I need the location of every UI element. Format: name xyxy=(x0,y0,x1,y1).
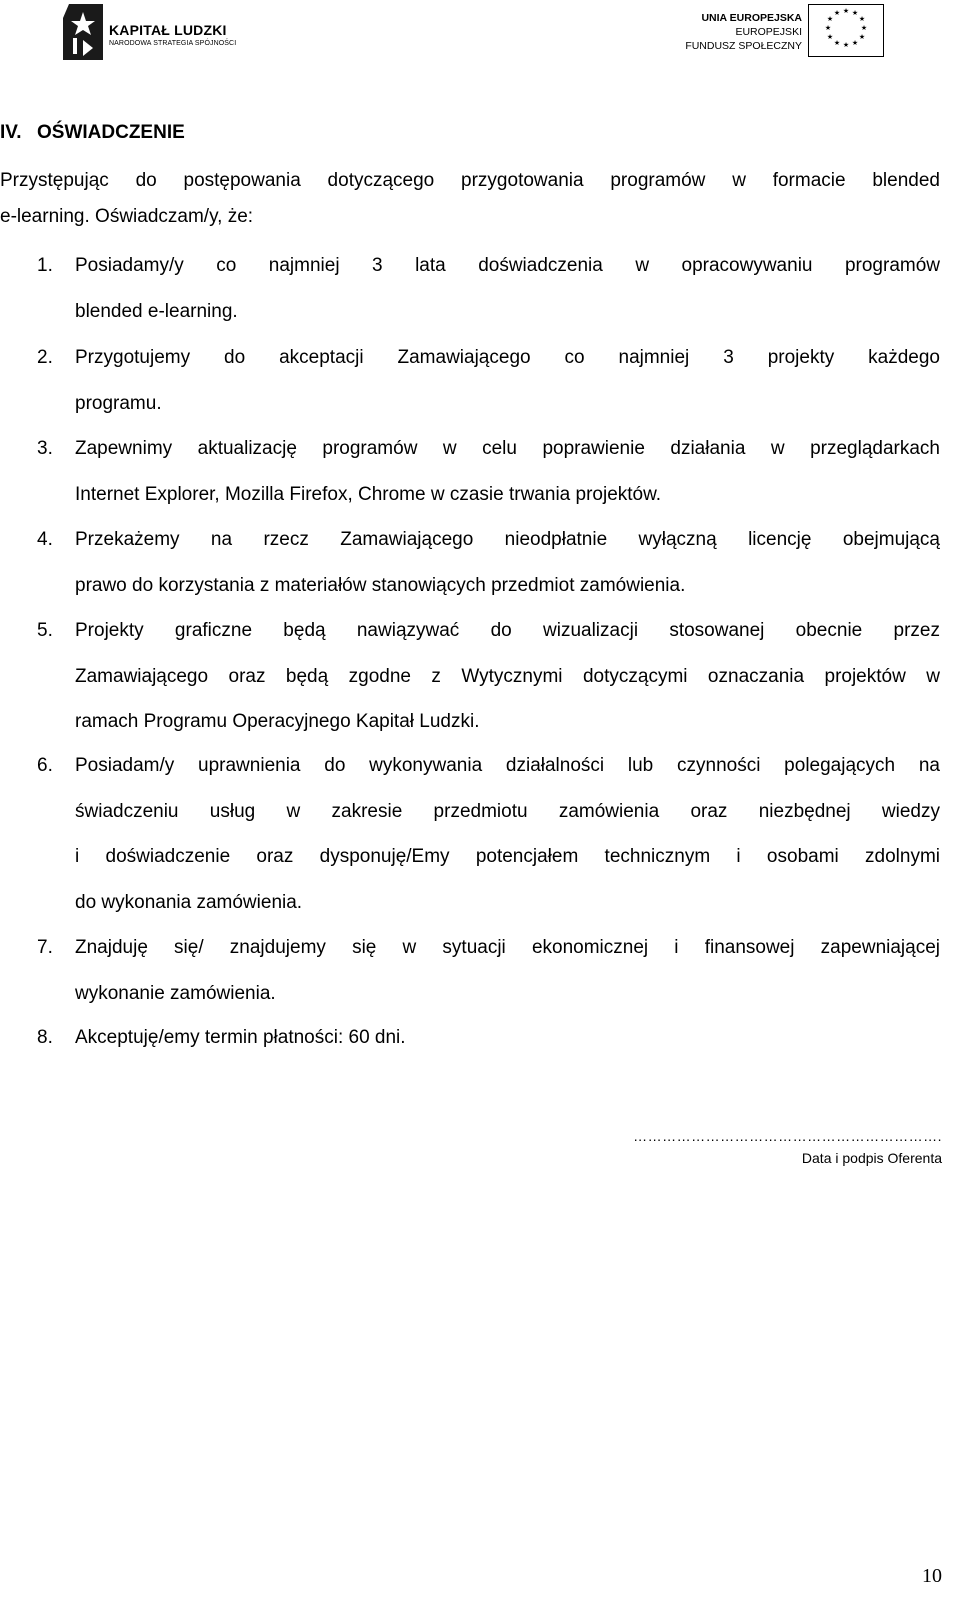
section-number: IV. xyxy=(0,122,22,143)
svg-text:★: ★ xyxy=(842,8,850,15)
svg-text:★: ★ xyxy=(833,10,841,17)
eu-logo-line2: EUROPEJSKI xyxy=(735,26,802,38)
declaration-item-line: blended e-learning. xyxy=(75,300,238,322)
declaration-item-line: ramach Programu Operacyjnego Kapitał Ludzki. xyxy=(75,711,480,732)
declaration-item-line: Zamawiającego oraz będą zgodne z Wytycznymi dotyczącymi oznaczania projektów w xyxy=(75,665,940,687)
declaration-item-line: Znajduję się/ znajdujemy się w sytuacji ekonomicznej i finansowej zapewniającej xyxy=(75,937,940,958)
declaration-item-line: do wykonania zamówienia. xyxy=(75,891,303,913)
declaration-item-line: Posiadamy/y co najmniej 3 lata doświadczenia w opracowywaniu programów xyxy=(75,255,940,276)
section-title: OŚWIADCZENIE xyxy=(37,122,185,143)
svg-text:★: ★ xyxy=(851,40,859,47)
declaration-item-number: 2. xyxy=(37,347,53,368)
svg-text:★: ★ xyxy=(826,16,834,23)
svg-text:★: ★ xyxy=(858,16,866,23)
declaration-item-line: wykonanie zamówienia. xyxy=(75,982,276,1004)
declaration-item-line: Przygotujemy do akceptacji Zamawiającego co najmniej 3 projekty każdego xyxy=(75,347,940,368)
logo-tagline-text: NARODOWA STRATEGIA SPÓJNOŚCI xyxy=(109,40,237,47)
declaration-item-line: Posiadam/y uprawnienia do wykonywania działalności lub czynności polegających na xyxy=(75,755,940,776)
signature-label: Data i podpis Oferenta xyxy=(801,1150,942,1166)
declaration-item-line: programu. xyxy=(75,392,162,414)
declaration-item-number: 6. xyxy=(37,755,53,776)
declaration-item-line: prawo do korzystania z materiałów stanowiących przedmiot zamówienia. xyxy=(75,574,686,596)
svg-text:★: ★ xyxy=(824,25,832,32)
declaration-item-line: Przekażemy na rzecz Zamawiającego nieodpłatnie wyłączną licencję obejmującą xyxy=(75,529,940,550)
logo-brand-text: KAPITAŁ LUDZKI xyxy=(109,22,227,38)
page-number: 10 xyxy=(922,1565,942,1587)
declaration-item-number: 3. xyxy=(37,438,53,459)
declaration-item-line: Internet Explorer, Mozilla Firefox, Chrome w czasie trwania projektów. xyxy=(75,483,662,505)
section-heading xyxy=(0,122,185,144)
declaration-item-number: 4. xyxy=(37,529,53,550)
svg-text:★: ★ xyxy=(851,10,859,17)
intro-line: Przystępując do postępowania dotyczącego przygotowania programów w formacie blended xyxy=(0,170,940,191)
declaration-item-number: 5. xyxy=(37,620,53,641)
eu-logo-line3: FUNDUSZ SPOŁECZNY xyxy=(685,40,802,52)
intro-line: e-learning. Oświadczam/y, że: xyxy=(0,206,254,227)
signature-line: ………………………………………………………. xyxy=(633,1128,942,1144)
declaration-item-line: i doświadczenie oraz dysponuję/Emy potencjałem technicznym i osobami zdolnymi xyxy=(75,846,940,867)
declaration-item-number: 7. xyxy=(37,937,53,958)
svg-text:★: ★ xyxy=(833,40,841,47)
declaration-item-line: Zapewnimy aktualizację programów w celu poprawienie działania w przeglądarkach xyxy=(75,438,940,459)
intro-paragraph xyxy=(0,163,940,235)
declaration-item-line: świadczeniu usług w zakresie przedmiotu zamówienia oraz niezbędnej wiedzy xyxy=(75,800,940,822)
svg-text:★: ★ xyxy=(860,25,868,32)
eu-logo-line1: UNIA EUROPEJSKA xyxy=(701,12,802,24)
svg-text:★: ★ xyxy=(858,34,866,41)
declaration-item-number: 1. xyxy=(37,255,53,276)
svg-text:★: ★ xyxy=(826,34,834,41)
svg-text:★: ★ xyxy=(842,42,850,49)
declaration-item-number: 8. xyxy=(37,1027,53,1048)
declaration-item-line: Projekty graficzne będą nawiązywać do wizualizacji stosowanej obecnie przez xyxy=(75,620,940,641)
declaration-item-line: Akceptuję/emy termin płatności: 60 dni. xyxy=(75,1027,406,1048)
